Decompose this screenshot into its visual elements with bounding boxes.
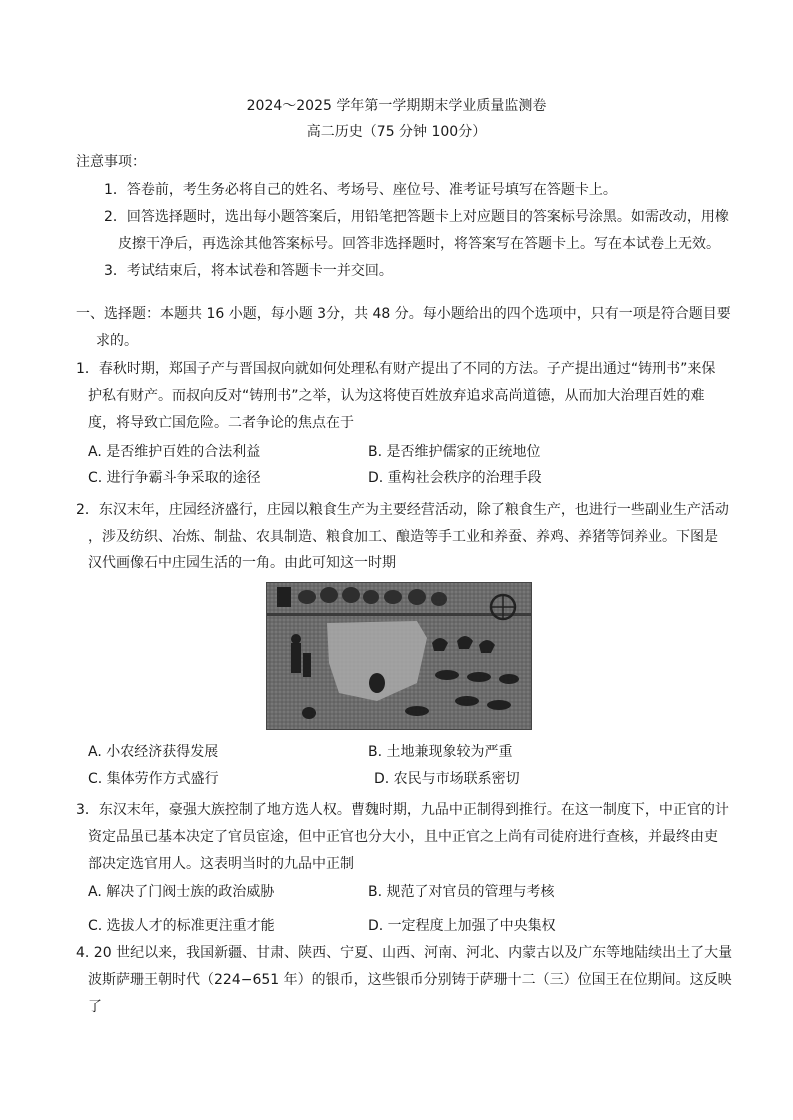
question-2-text: 汉代画像石中庄园生活的一角。由此可知这一时期: [88, 555, 396, 571]
q3-option-a[interactable]: A. 解决了门阀士族的政治威胁: [88, 884, 275, 900]
question-4-text: 4. 20 世纪以来，我国新疆、甘肃、陕西、宁夏、山西、河南、河北、内蒙古以及广东等地陆续出土了大量: [76, 945, 733, 961]
relief-illustration: [267, 583, 531, 729]
q1-option-c[interactable]: C. 进行争霸斗争采取的途径: [88, 470, 261, 486]
q3-option-c[interactable]: C. 选拔人才的标准更注重才能: [88, 918, 275, 934]
q1-option-b[interactable]: B. 是否维护儒家的正统地位: [368, 444, 541, 460]
q1-option-a[interactable]: A. 是否维护百姓的合法利益: [88, 444, 261, 460]
question-3-text: 3．东汉末年，豪强大族控制了地方选人权。曹魏时期，九品中正制得到推行。在这一制度下，中正官的计: [76, 802, 729, 818]
question-2-text: 2．东汉末年，庄园经济盛行，庄园以粮食生产为主要经营活动，除了粮食生产，也进行一些副业生产活动: [76, 502, 729, 518]
note-item: 3．考试结束后，将本试卷和答题卡一并交回。: [104, 263, 393, 279]
q1-option-d[interactable]: D. 重构社会秩序的治理手段: [368, 470, 542, 486]
exam-subtitle: 高二历史（75 分钟 100分）: [306, 124, 487, 140]
q2-option-a[interactable]: A. 小农经济获得发展: [88, 744, 219, 760]
q2-option-d[interactable]: D. 农民与市场联系密切: [374, 771, 520, 787]
question-3-text: 部决定选官用人。这表明当时的九品中正制: [88, 856, 354, 872]
q2-option-b[interactable]: B. 土地兼现象较为严重: [368, 744, 513, 760]
note-item: 1．答卷前，考生务必将自己的姓名、考场号、座位号、准考证号填写在答题卡上。: [104, 182, 617, 198]
q2-option-c[interactable]: C. 集体劳作方式盛行: [88, 771, 219, 787]
question-4-text: 了: [88, 999, 102, 1015]
question-1-text: 护私有财产。而叔向反对“铸刑书”之举，认为这将使百姓放弃追求高尚道德，从而加大治理百姓的难: [88, 388, 705, 404]
section-heading-cont: 求的。: [96, 333, 138, 349]
notes-heading: 注意事项：: [76, 154, 146, 170]
question-4-text: 波斯萨珊王朝时代（224−651 年）的银币，这些银币分别铸于萨珊十二（三）位国王在位期间。这反映: [88, 972, 732, 988]
q3-option-b[interactable]: B. 规范了对官员的管理与考核: [368, 884, 555, 900]
q3-option-d[interactable]: D. 一定程度上加强了中央集权: [368, 918, 556, 934]
question-1-text: 1．春秋时期，郑国子产与晋国叔向就如何处理私有财产提出了不同的方法。子产提出通过“铸刑书”来保: [76, 361, 716, 377]
han-stone-relief-image: [266, 582, 532, 730]
question-2-text: ，涉及纺织、冶炼、制盐、农具制造、粮食加工、酿造等手工业和养蚕、养鸡、养猪等饲养业。下图是: [88, 529, 718, 545]
question-1-text: 度，将导致亡国危险。二者争论的焦点在于: [88, 415, 354, 431]
section-heading: 一、选择题：本题共 16 小题，每小题 3分，共 48 分。每小题给出的四个选项中，只有一项是符合题目要: [76, 306, 731, 322]
exam-title: 2024～2025 学年第一学期期末学业质量监测卷: [246, 98, 547, 114]
question-3-text: 资定品虽已基本决定了官员宦途，但中正官也分大小，且中正官之上尚有司徒府进行查核，并最终由吏: [88, 829, 718, 845]
note-item: 皮擦干净后，再选涂其他答案标号。回答非选择题时，将答案写在答题卡上。写在本试卷上无效。: [118, 236, 720, 252]
note-item: 2．回答选择题时，选出每小题答案后，用铅笔把答题卡上对应题目的答案标号涂黑。如需改动，用橡: [104, 209, 729, 225]
